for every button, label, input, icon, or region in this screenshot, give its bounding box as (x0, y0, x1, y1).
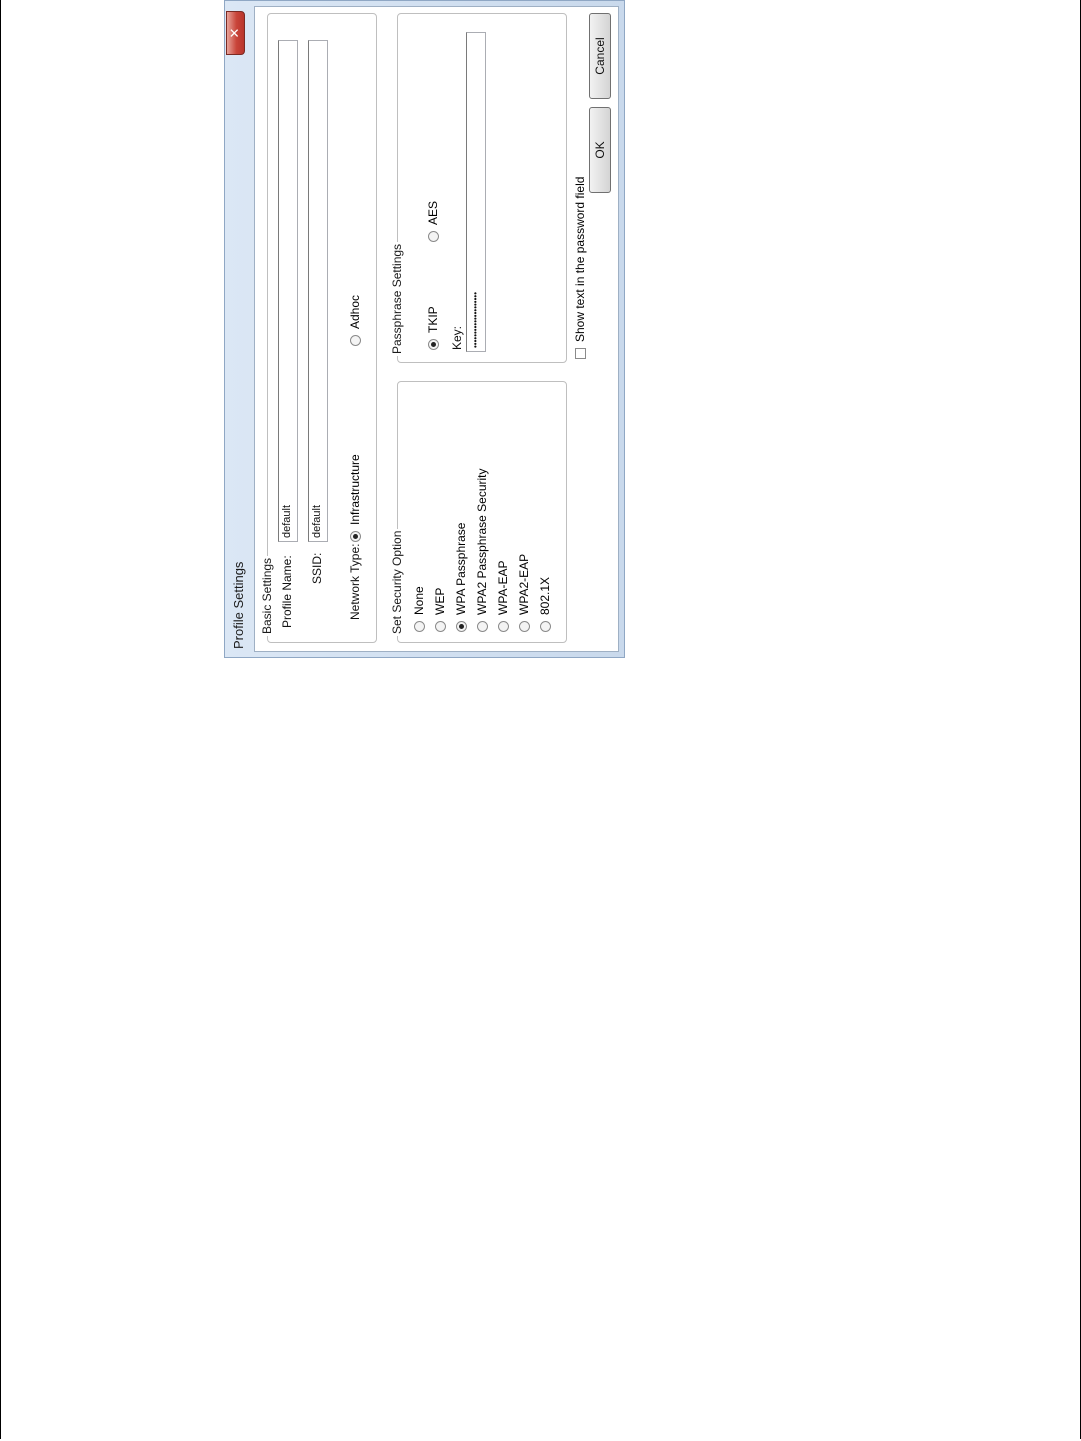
radio-label: WEP (433, 587, 447, 615)
radio-label: Adhoc (348, 294, 362, 329)
radio-checked-icon (456, 621, 467, 632)
radio-unchecked-icon (519, 621, 530, 632)
basic-settings-legend: Basic Settings (260, 557, 274, 634)
network-type-adhoc-radio[interactable] (348, 295, 362, 346)
security-option-group (390, 381, 567, 643)
close-icon: ✕ (227, 27, 242, 39)
security-wpa2-passphrase-radio[interactable] (475, 468, 489, 632)
key-password-input[interactable]: •••••••••••••••••••• (466, 32, 486, 352)
passphrase-settings-group (390, 13, 567, 363)
key-label: Key: (450, 325, 464, 350)
show-text-checkbox[interactable] (573, 177, 587, 359)
security-wpa-passphrase-radio[interactable] (454, 523, 468, 632)
radio-label: WPA Passphrase (454, 522, 468, 615)
radio-label: TKIP (426, 306, 440, 333)
radio-label: 802.1X (538, 576, 552, 615)
ssid-input[interactable]: default (308, 40, 328, 542)
radio-label: Infrastructure (348, 454, 362, 525)
close-button[interactable] (226, 11, 245, 55)
network-type-label: Network Type: (348, 543, 362, 620)
dialog-title: Profile Settings (231, 561, 246, 649)
security-wpa-eap-radio[interactable] (496, 561, 510, 632)
radio-label: WPA2-EAP (517, 553, 531, 615)
radio-checked-icon (350, 531, 361, 542)
radio-checked-icon (428, 339, 439, 350)
radio-label: WPA2 Passphrase Security (475, 468, 489, 615)
radio-label: WPA-EAP (496, 560, 510, 615)
radio-unchecked-icon (477, 621, 488, 632)
dialog-client-area (254, 6, 619, 652)
radio-unchecked-icon (414, 621, 425, 632)
radio-unchecked-icon (435, 621, 446, 632)
ok-button[interactable]: OK (589, 107, 611, 193)
radio-unchecked-icon (428, 231, 439, 242)
profile-name-input[interactable]: default (278, 40, 298, 542)
title-bar (225, 1, 253, 657)
network-type-infrastructure-radio[interactable] (348, 454, 362, 542)
radio-label: None (412, 586, 426, 615)
security-none-radio[interactable] (412, 586, 426, 632)
profile-name-label: Profile Name: (280, 555, 294, 628)
checkbox-unchecked-icon (575, 348, 586, 359)
passphrase-settings-legend: Passphrase Settings (390, 243, 404, 354)
profile-settings-dialog (224, 0, 625, 658)
cancel-button[interactable]: Cancel (589, 13, 611, 99)
radio-unchecked-icon (498, 621, 509, 632)
security-8021x-radio[interactable] (538, 577, 552, 632)
radio-label: AES (426, 200, 440, 225)
radio-unchecked-icon (350, 335, 361, 346)
basic-settings-group (260, 13, 377, 643)
ssid-label: SSID: (310, 552, 324, 584)
radio-unchecked-icon (540, 621, 551, 632)
cipher-aes-radio[interactable] (426, 201, 440, 242)
show-text-label: Show text in the password field (573, 176, 587, 342)
cipher-tkip-radio[interactable] (426, 306, 440, 350)
security-option-legend: Set Security Option (390, 530, 404, 634)
security-wep-radio[interactable] (433, 588, 447, 632)
security-wpa2-eap-radio[interactable] (517, 554, 531, 632)
